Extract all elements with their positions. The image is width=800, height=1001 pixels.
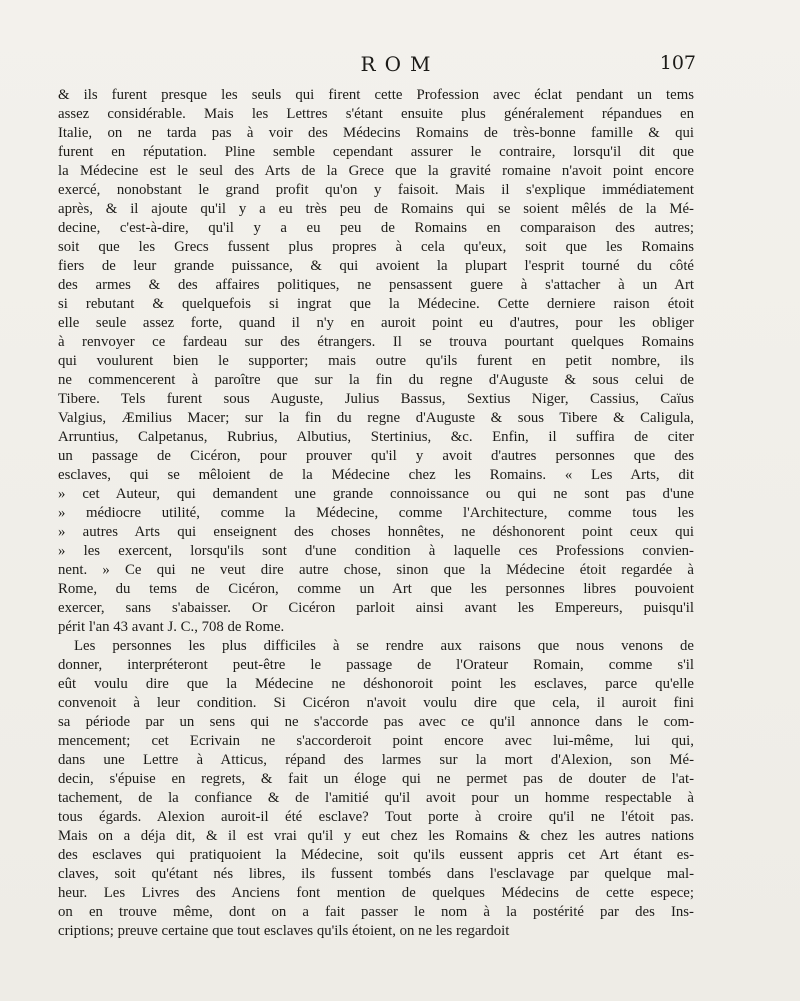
text-line: eût voulu dire que la Médecine ne déshonoroit point les esclaves, parce qu'elle xyxy=(58,676,694,692)
text-line: » cet Auteur, qui demandent une grande connoissance ou qui ne sont pas d'une xyxy=(58,486,694,502)
text-line: Les personnes les plus difficiles à se rendre aux raisons que nous venons de xyxy=(74,638,694,654)
text-line: on en trouve même, dont on a fait passer le nom à la postérité par des Ins- xyxy=(58,904,694,920)
text-line: nent. » Ce qui ne veut dire autre chose, sinon que la Médecine étoit regardée à xyxy=(58,562,694,578)
text-line: convenoit à leur condition. Si Cicéron n'avoit voulu dire que cela, il auroit fini xyxy=(58,695,694,711)
text-line: périt l'an 43 avant J. C., 708 de Rome. xyxy=(58,619,285,635)
text-line: exercer, sans s'abaisser. Or Cicéron parloit ainsi avant les Empereurs, puisqu'il xyxy=(58,600,694,616)
text-line: » les exercent, lorsqu'ils sont d'une condition à laquelle ces Professions convien- xyxy=(58,543,694,559)
text-line: sa période par un sens qui ne s'accorde pas avec ce qu'il annonce dans le com- xyxy=(58,714,694,730)
paragraph xyxy=(58,86,694,637)
page-number: 107 xyxy=(659,52,696,74)
text-line: Tibere. Tels furent sous Auguste, Julius Bassus, Sextius Niger, Cassius, Caïus xyxy=(58,391,694,407)
text-line: à renvoyer ce fardeau sur des étrangers. Il se trouva pourtant quelques Romains xyxy=(58,334,694,350)
text-line: mencement; cet Ecrivain ne s'accorderoit point encore avec lui-même, lui qui, xyxy=(58,733,694,749)
text-line: esclaves, qui se mêloient de la Médecine chez les Romains. « Les Arts, dit xyxy=(58,467,694,483)
text-line: donner, interpréteront peut-être le passage de l'Orateur Romain, comme s'il xyxy=(58,657,694,673)
text-line: » autres Arts qui enseignent des choses honnêtes, ne déshonorent point ceux qui xyxy=(58,524,694,540)
text-line: qui voulurent bien le supporter; mais outre qu'ils furent en petit nombre, ils xyxy=(58,353,694,369)
text-line: assez considérable. Mais les Lettres s'étant ensuite plus généralement répandues en xyxy=(58,106,694,122)
text-line: Mais on a déja dit, & il est vrai qu'il y eut chez les Romains & chez les autres nations xyxy=(58,828,694,844)
text-line: furent en réputation. Pline semble cependant assurer le contraire, lorsqu'il dit que xyxy=(58,144,694,160)
text-line: decin, s'épuise en regrets, & fait un éloge qui ne permet pas de douter de l'at- xyxy=(58,771,694,787)
body-text xyxy=(58,86,694,941)
text-line: exercé, nonobstant le grand profit qu'on y faisoit. Mais il s'explique immédiatement xyxy=(58,182,694,198)
text-line: un passage de Cicéron, pour prouver qu'il y avoit d'autres personnes que des xyxy=(58,448,694,464)
text-line: fiers de leur grande puissance, & qui avoient la plupart l'esprit tourné du côté xyxy=(58,258,694,274)
text-line: & ils furent presque les seuls qui firent cette Profession avec éclat pendant un tems xyxy=(58,87,694,103)
text-line: dans une Lettre à Atticus, répand des larmes sur la mort d'Alexion, son Mé- xyxy=(58,752,694,768)
text-line: des esclaves qui pratiquoient la Médecine, soit qu'ils eussent appris cet Art étant es- xyxy=(58,847,694,863)
text-line: la Médecine est le seul des Arts de la Grece que la gravité romaine n'avoit point encore xyxy=(58,163,694,179)
text-line: Italie, on ne tarda pas à voir des Médecins Romains de très-bonne famille & qui xyxy=(58,125,694,141)
text-line: tachement, de la confiance & de l'amitié qu'il avoit pour un homme respectable à xyxy=(58,790,694,806)
text-line: soit que les Grecs fussent plus propres à cela qu'eux, soit que les Romains xyxy=(58,239,694,255)
text-line: Arruntius, Calpetanus, Rubrius, Albutius, Stertinius, &c. Enfin, il suffira de citer xyxy=(58,429,694,445)
text-line: elle seule assez forte, quand il n'y en auroit point eu d'autres, pour les obliger xyxy=(58,315,694,331)
text-line: si rebutant & quelquefois si ingrat que la Médecine. Cette derniere raison étoit xyxy=(58,296,694,312)
text-line: Valgius, Æmilius Macer; sur la fin du regne d'Auguste & sous Tibere & Caligula, xyxy=(58,410,694,426)
text-line: après, & il ajoute qu'il y a eu très peu de Romains qui se soient mêlés de la Mé- xyxy=(58,201,694,217)
text-line: Rome, du tems de Cicéron, comme un Art que les personnes libres pouvoient xyxy=(58,581,694,597)
text-line: decine, c'est-à-dire, qu'il y a eu peu de Romains en comparaison des autres; xyxy=(58,220,694,236)
text-line: tous égards. Alexion auroit-il été esclave? Tout porte à croire qu'il ne l'étoit pas. xyxy=(58,809,694,825)
paragraph xyxy=(58,637,694,941)
text-line: criptions; preuve certaine que tout esclaves qu'ils étoient, on ne les regardoit xyxy=(58,923,510,939)
running-head: ROM xyxy=(360,52,440,76)
text-line: » médiocre utilité, comme la Médecine, comme l'Architecture, comme tous les xyxy=(58,505,694,521)
text-line: des armes & des affaires politiques, ne pensassent guere à s'attacher à un Art xyxy=(58,277,694,293)
page-header xyxy=(0,50,800,80)
text-line: claves, soit qu'étant nés libres, ils fussent tombés dans l'esclavage par quelque mal- xyxy=(58,866,694,882)
text-line: ne commencerent à paroître que sur la fin du regne d'Auguste & sous celui de xyxy=(58,372,694,388)
text-line: heur. Les Livres des Anciens font mention de quelques Médecins de cette espece; xyxy=(58,885,694,901)
